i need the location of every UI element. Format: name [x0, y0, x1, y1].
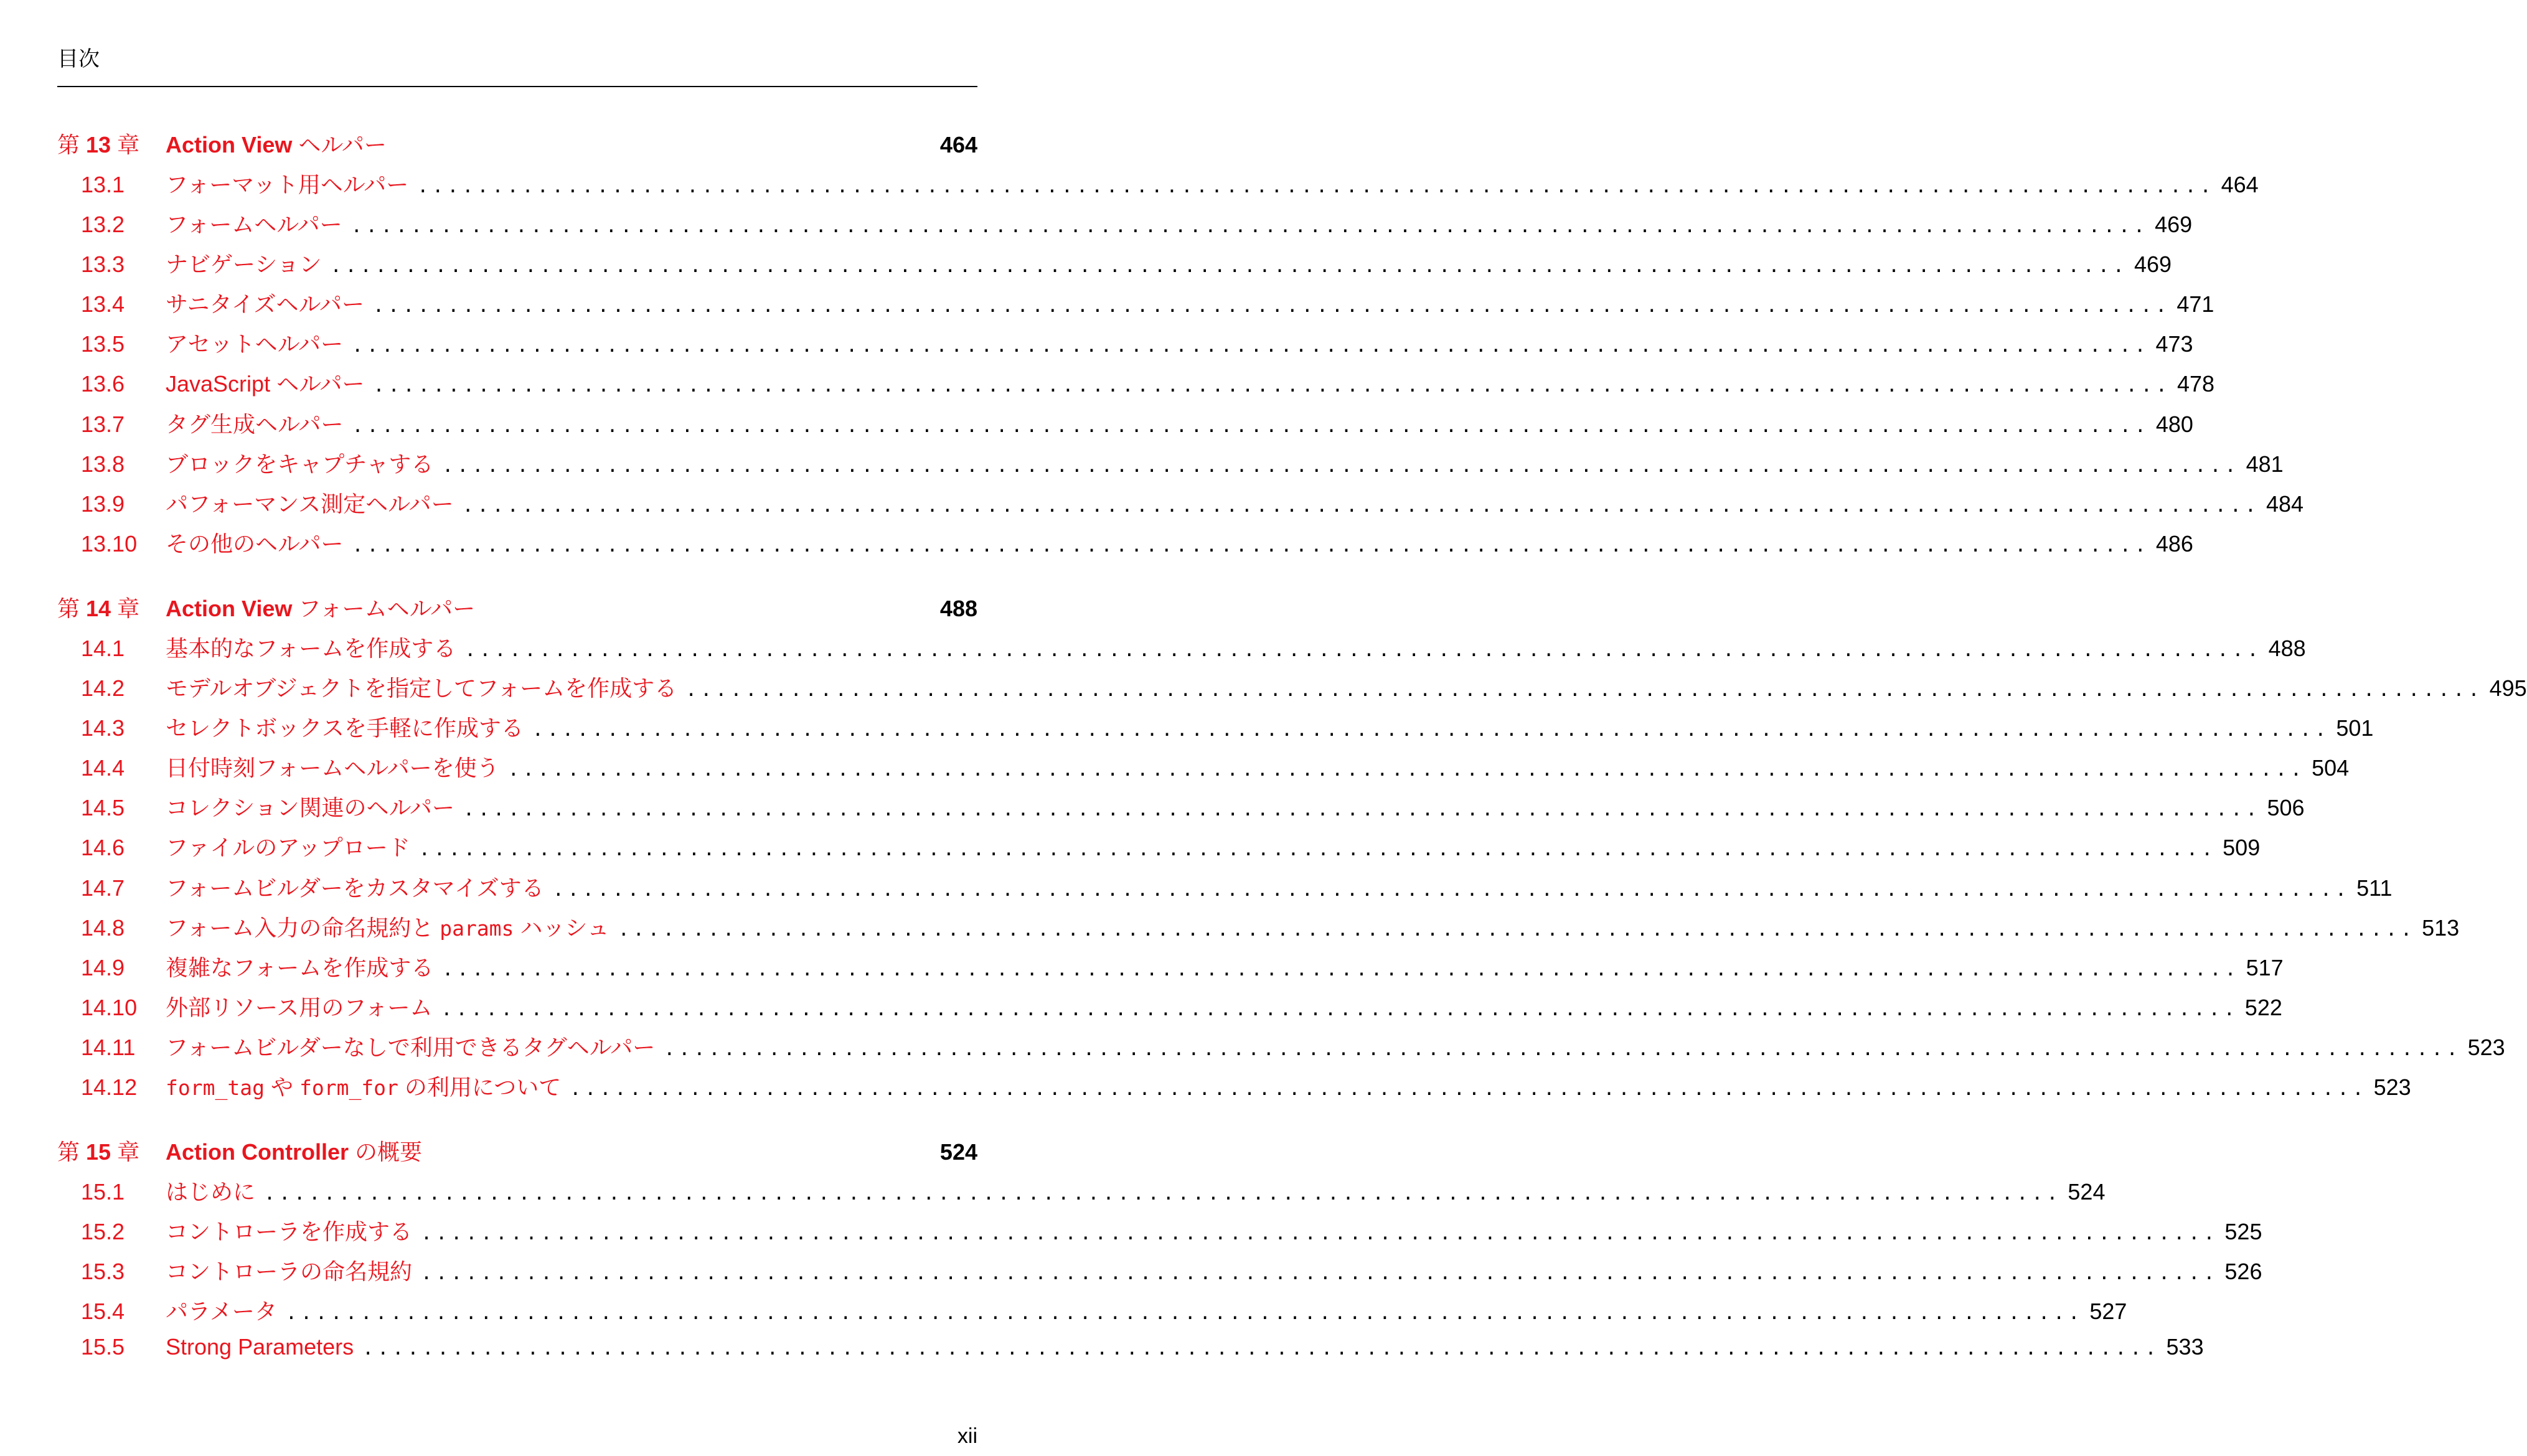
toc-entry[interactable] — [57, 1334, 2204, 1374]
running-head: 目次 — [57, 47, 100, 71]
section-title: コレクション関連のヘルパー — [166, 795, 455, 821]
toc-entry[interactable] — [57, 1214, 2262, 1254]
section-number: 14.7 — [81, 875, 125, 901]
toc-entry[interactable] — [57, 830, 2261, 870]
section-title: フォームヘルパー — [166, 212, 342, 238]
section-page: 533 — [2166, 1334, 2204, 1360]
toc-entry[interactable] — [57, 447, 2284, 487]
toc-entry[interactable] — [57, 951, 2284, 990]
section-title: モデルオブジェクトを指定してフォームを作成する — [166, 675, 677, 702]
dot-leader: ........................................................................................................................ — [664, 1038, 2462, 1060]
toc-entry[interactable] — [57, 990, 2282, 1030]
chapter-label: 第 15 章 — [57, 1139, 140, 1165]
section-title: フォームビルダーをカスタマイズする — [166, 875, 544, 901]
section-page: 480 — [2155, 411, 2193, 437]
chapter-14 — [57, 591, 2527, 1110]
table-of-contents — [57, 128, 2527, 1399]
dot-leader: ........................................................................................................................ — [462, 494, 2260, 517]
dot-leader: ........................................................................................................................ — [421, 1223, 2219, 1245]
section-page: 527 — [2089, 1299, 2127, 1325]
dot-leader: ........................................................................................................................ — [463, 799, 2261, 821]
section-title: サニタイズヘルパー — [166, 291, 364, 317]
chapter-13 — [57, 128, 2304, 566]
section-title: 基本的なフォームを作成する — [166, 635, 456, 661]
section-number: 14.5 — [81, 795, 125, 821]
code-token: form_tag — [166, 1075, 265, 1100]
section-page: 478 — [2176, 371, 2215, 397]
section-title: セレクトボックスを手軽に作成する — [166, 715, 524, 741]
section-number: 13.4 — [81, 291, 125, 317]
toc-entry[interactable] — [57, 1175, 2106, 1214]
section-number: 15.4 — [81, 1299, 125, 1325]
section-page: 524 — [2068, 1179, 2106, 1205]
section-number: 15.5 — [81, 1334, 125, 1360]
chapter-page: 464 — [939, 132, 977, 157]
toc-entry[interactable] — [57, 871, 2393, 911]
dot-leader: ........................................................................................................................ — [330, 255, 2128, 278]
section-title: 外部リソース用のフォーム — [166, 994, 433, 1020]
toc-entry[interactable] — [57, 911, 2460, 951]
section-title: ナビゲーション — [166, 251, 322, 278]
section-page: 525 — [2224, 1219, 2262, 1245]
section-number: 13.9 — [81, 491, 125, 517]
dot-leader: ........................................................................................................................ — [464, 639, 2262, 661]
section-number: 15.1 — [81, 1179, 125, 1205]
section-page: 488 — [2268, 635, 2306, 661]
toc-entry[interactable] — [57, 367, 2215, 406]
section-title: フォームビルダーなしで利用できるタグヘルパー — [166, 1034, 656, 1060]
toc-entry[interactable] — [57, 791, 2305, 830]
chapter-heading[interactable] — [57, 128, 977, 167]
dot-leader: ........................................................................................................................ — [417, 176, 2215, 197]
section-page: 471 — [2176, 291, 2214, 317]
dot-leader: ........................................................................................................................ — [685, 679, 2483, 702]
section-page: 522 — [2244, 994, 2282, 1020]
toc-entry[interactable] — [57, 1294, 2127, 1334]
section-title: その他のヘルパー — [166, 530, 344, 557]
toc-entry[interactable] — [57, 167, 2259, 207]
section-number: 13.6 — [81, 371, 125, 397]
code-token: params — [440, 916, 514, 941]
chapter-15 — [57, 1135, 2262, 1374]
chapter-title: Action View フォームヘルパー — [166, 595, 476, 621]
section-title: JavaScript ヘルパー — [166, 371, 365, 397]
section-page: 495 — [2489, 675, 2527, 702]
toc-entry[interactable] — [57, 671, 2527, 711]
section-title: 日付時刻フォームヘルパーを使う — [166, 755, 499, 781]
section-number: 14.9 — [81, 954, 125, 980]
section-number: 13.8 — [81, 451, 125, 477]
chapter-label: 第 14 章 — [57, 595, 140, 621]
section-page: 509 — [2223, 835, 2261, 861]
section-title: ブロックをキャプチャする — [166, 451, 434, 477]
section-page: 469 — [2134, 251, 2172, 278]
section-page: 484 — [2266, 491, 2304, 517]
section-page: 504 — [2312, 755, 2350, 781]
toc-entry[interactable] — [57, 247, 2172, 287]
section-title: ファイルのアップロード — [166, 835, 410, 861]
dot-leader: ........................................................................................................................ — [441, 998, 2239, 1020]
section-number: 13.1 — [81, 172, 125, 197]
dot-leader: ........................................................................................................................ — [352, 415, 2150, 437]
toc-entry[interactable] — [57, 711, 2374, 751]
header-rule — [57, 86, 977, 87]
section-number: 14.12 — [81, 1074, 138, 1100]
section-number: 15.2 — [81, 1219, 125, 1245]
chapter-heading[interactable] — [57, 1135, 977, 1175]
dot-leader: ........................................................................................................................ — [372, 295, 2171, 317]
dot-leader: ........................................................................................................................ — [442, 454, 2240, 477]
section-title: form_tag や form_for の利用について — [166, 1074, 562, 1100]
toc-entry[interactable] — [57, 327, 2193, 367]
section-title: 複雑なフォームを作成する — [166, 954, 434, 980]
section-number: 14.2 — [81, 675, 125, 702]
section-title: フォーム入力の命名規約と params ハッシュ — [166, 914, 609, 941]
section-page: 523 — [2373, 1074, 2411, 1100]
section-page: 473 — [2155, 331, 2193, 357]
toc-entry[interactable] — [57, 1030, 2505, 1070]
dot-leader: ........................................................................................................................ — [532, 719, 2330, 741]
chapter-title: Action View ヘルパー — [166, 132, 387, 157]
section-page: 523 — [2467, 1034, 2505, 1060]
section-number: 15.3 — [81, 1259, 125, 1285]
section-page: 486 — [2155, 530, 2193, 557]
section-number: 13.7 — [81, 411, 125, 437]
chapter-title: Action Controller の概要 — [166, 1139, 423, 1165]
chapter-heading[interactable] — [57, 591, 977, 631]
section-number: 13.2 — [81, 212, 125, 238]
toc-entry[interactable] — [57, 751, 2350, 791]
dot-leader: ........................................................................................................................ — [507, 759, 2306, 781]
chapter-label: 第 13 章 — [57, 132, 140, 157]
dot-leader: ........................................................................................................................ — [373, 375, 2171, 397]
section-page: 481 — [2246, 451, 2284, 477]
toc-entry[interactable] — [57, 527, 2193, 566]
dot-leader: ........................................................................................................................ — [552, 878, 2351, 901]
toc-entry[interactable] — [57, 1254, 2262, 1294]
section-title: タグ生成ヘルパー — [166, 411, 344, 437]
dot-leader: ........................................................................................................................ — [418, 838, 2217, 861]
code-token: form_for — [299, 1075, 398, 1100]
section-page: 469 — [2155, 212, 2193, 238]
section-number: 14.8 — [81, 914, 125, 941]
chapter-page: 524 — [939, 1139, 977, 1165]
section-number: 14.1 — [81, 635, 125, 661]
section-number: 14.11 — [81, 1034, 136, 1060]
dot-leader: ........................................................................................................................ — [351, 215, 2149, 238]
section-page: 517 — [2246, 954, 2284, 980]
section-number: 13.3 — [81, 251, 125, 278]
dot-leader: ........................................................................................................................ — [618, 918, 2416, 941]
dot-leader: ........................................................................................................................ — [442, 958, 2240, 980]
toc-entry[interactable] — [57, 1070, 2411, 1110]
dot-leader: ........................................................................................................................ — [264, 1183, 2062, 1205]
section-title: フォーマット用ヘルパー — [166, 172, 409, 197]
section-page: 506 — [2267, 795, 2305, 821]
section-title: アセットヘルパー — [166, 331, 344, 357]
section-title: パラメータ — [166, 1299, 277, 1325]
section-title: Strong Parameters — [166, 1334, 354, 1360]
section-number: 14.4 — [81, 755, 125, 781]
section-number: 13.10 — [81, 530, 138, 557]
toc-entry[interactable] — [57, 207, 2193, 247]
dot-leader: ........................................................................................................................ — [570, 1078, 2368, 1100]
section-title: コントローラの命名規約 — [166, 1259, 413, 1285]
section-page: 511 — [2356, 875, 2393, 901]
dot-leader: ........................................................................................................................ — [421, 1262, 2219, 1285]
section-number: 14.6 — [81, 835, 125, 861]
section-page: 526 — [2224, 1259, 2262, 1285]
dot-leader: ........................................................................................................................ — [362, 1338, 2160, 1360]
section-title: コントローラを作成する — [166, 1219, 413, 1245]
section-number: 13.5 — [81, 331, 125, 357]
section-number: 14.3 — [81, 715, 125, 741]
toc-entry[interactable] — [57, 407, 2193, 447]
section-page: 501 — [2336, 715, 2374, 741]
toc-entry[interactable] — [57, 287, 2214, 327]
page-number: xii — [957, 1424, 977, 1448]
toc-entry[interactable] — [57, 487, 2304, 527]
dot-leader: ........................................................................................................................ — [352, 534, 2150, 557]
section-number: 14.10 — [81, 994, 138, 1020]
dot-leader: ........................................................................................................................ — [352, 335, 2150, 357]
section-page: 513 — [2422, 914, 2460, 941]
dot-leader: ........................................................................................................................ — [285, 1302, 2084, 1325]
toc-entry[interactable] — [57, 631, 2306, 671]
section-title: パフォーマンス測定ヘルパー — [166, 491, 454, 517]
section-title: はじめに — [166, 1179, 256, 1205]
section-page: 464 — [2221, 172, 2259, 197]
chapter-page: 488 — [939, 595, 977, 621]
